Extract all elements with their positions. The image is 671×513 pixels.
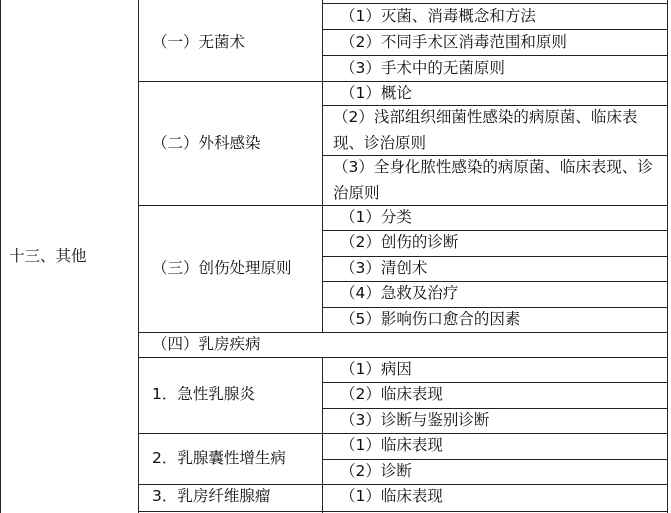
disease-item: （2）临床表现: [340, 385, 443, 403]
disease-title: 3．乳房纤维腺瘤: [152, 487, 271, 505]
subsection-title-aseptic: （一）无菌术: [152, 33, 246, 51]
subsection-item: （2）不同手术区消毒范围和原则: [340, 33, 567, 51]
subsection-item: （3）手术中的无菌原则: [340, 59, 505, 77]
disease-title: 2．乳腺囊性增生病: [152, 449, 286, 467]
disease-title: 1．急性乳腺炎: [152, 385, 255, 403]
subsection-item: （5）影响伤口愈合的因素: [340, 310, 521, 328]
subsection-title-trauma: （三）创伤处理原则: [152, 259, 292, 277]
subsection-item: （3）全身化脓性感染的病原菌、临床表现、诊治原则: [333, 158, 653, 202]
subsection-item: （1）概论: [340, 84, 412, 102]
subsection-item: （1）分类: [340, 208, 412, 226]
subsection-title-breast: （四）乳房疾病: [152, 335, 261, 353]
disease-item: （1）临床表现: [340, 487, 443, 505]
subsection-item: （3）清创术: [340, 259, 428, 277]
subsection-item: （2）浅部组织细菌性感染的病原菌、临床表现、诊治原则: [333, 108, 638, 152]
disease-item: （1）病因: [340, 360, 412, 378]
disease-item: （3）诊断与鉴别诊断: [340, 411, 490, 429]
disease-item: （2）诊断: [340, 462, 412, 480]
subsection-item: （1）灭菌、消毒概念和方法: [340, 7, 536, 25]
section-title: 十三、其他: [9, 247, 87, 265]
subsection-item: （2）创伤的诊断: [340, 233, 459, 251]
subsection-item: （4）急救及治疗: [340, 284, 459, 302]
disease-item: （1）临床表现: [340, 436, 443, 454]
subsection-title-infection: （二）外科感染: [152, 134, 261, 152]
